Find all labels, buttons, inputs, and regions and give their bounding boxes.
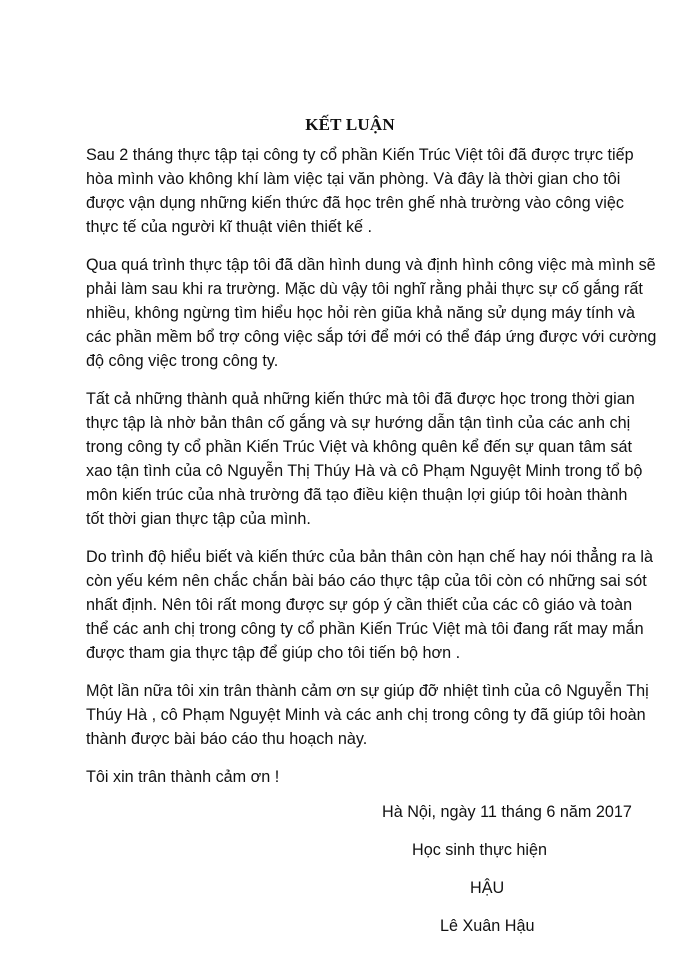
paragraph-line: Một lần nữa tôi xin trân thành cảm ơn sự giúp đỡ nhiệt tình của cô Nguyễn Thị (86, 682, 649, 700)
paragraph-line: thành được bài báo cáo thu hoạch này. (86, 730, 368, 748)
paragraph-line: xao tận tình của cô Nguyễn Thị Thúy Hà và cô Phạm Nguyệt Minh trong tổ bộ (86, 462, 643, 480)
paragraph-line: còn yếu kém nên chắc chắn bài báo cáo thực tập của tôi còn có những sai sót (86, 572, 647, 590)
signer-name: Lê Xuân Hậu (440, 917, 535, 935)
paragraph-line: phải làm sau khi ra trường. Mặc dù vậy tôi nghĩ rằng phải thực sự cố gắng rất (86, 280, 643, 298)
paragraph-line: thực tập là nhờ bản thân cố gắng và sự hướng dẫn tận tình của các anh chị (86, 414, 631, 432)
paragraph-line: nhất định. Nên tôi rất mong được sự góp ý cần thiết của các cô giáo và toàn (86, 596, 633, 614)
paragraph-line: thực tế của người kĩ thuật viên thiết kế . (86, 218, 373, 236)
signer-role: Học sinh thực hiện (412, 841, 548, 859)
handwritten-signature: HẬU (470, 879, 505, 897)
document-title: KẾT LUẬN (305, 115, 395, 134)
paragraph-line: thể các anh chị trong công ty cổ phần Kiến Trúc Việt mà tôi đang rất may mắn (86, 620, 644, 638)
paragraph-line: môn kiến trúc của nhà trường đã tạo điều kiện thuận lợi giúp tôi hoàn thành (86, 486, 628, 504)
paragraph-line: trong công ty cổ phần Kiến Trúc Việt và không quên kể đến sự quan tâm sát (86, 438, 632, 456)
paragraph-line: độ công việc trong công ty. (86, 352, 279, 370)
paragraph-line: Qua quá trình thực tập tôi đã dần hình dung và định hình công việc mà mình sẽ (86, 256, 656, 274)
paragraph-line: Do trình độ hiểu biết và kiến thức của bản thân còn hạn chế hay nói thẳng ra là (86, 548, 653, 566)
paragraph-line: Thúy Hà , cô Phạm Nguyệt Minh và các anh chị trong công ty đã giúp tôi hoàn (86, 706, 646, 724)
paragraph-line: hòa mình vào không khí làm việc tại văn phòng. Và đây là thời gian cho tôi (86, 170, 621, 188)
paragraph-line: được vận dụng những kiến thức đã học trên ghế nhà trường vào công việc (86, 194, 624, 212)
paragraph-line: tốt thời gian thực tập của mình. (86, 510, 311, 528)
paragraph-line: Tất cả những thành quả những kiến thức mà tôi đã được học trong thời gian (86, 390, 635, 408)
paragraph-line: Tôi xin trân thành cảm ơn ! (86, 768, 280, 786)
paragraph-line: Sau 2 tháng thực tập tại công ty cổ phần Kiến Trúc Việt tôi đã được trực tiếp (86, 146, 634, 164)
paragraph-line: được tham gia thực tập để giúp cho tôi tiến bộ hơn . (86, 644, 461, 662)
place-date: Hà Nội, ngày 11 tháng 6 năm 2017 (382, 803, 632, 821)
paragraph-line: nhiều, không ngừng tìm hiểu học hỏi rèn giũa khả năng sử dụng máy tính và (86, 304, 636, 322)
paragraph-line: các phần mềm bổ trợ công việc sắp tới để mới có thể đáp ứng được với cường (86, 328, 657, 346)
